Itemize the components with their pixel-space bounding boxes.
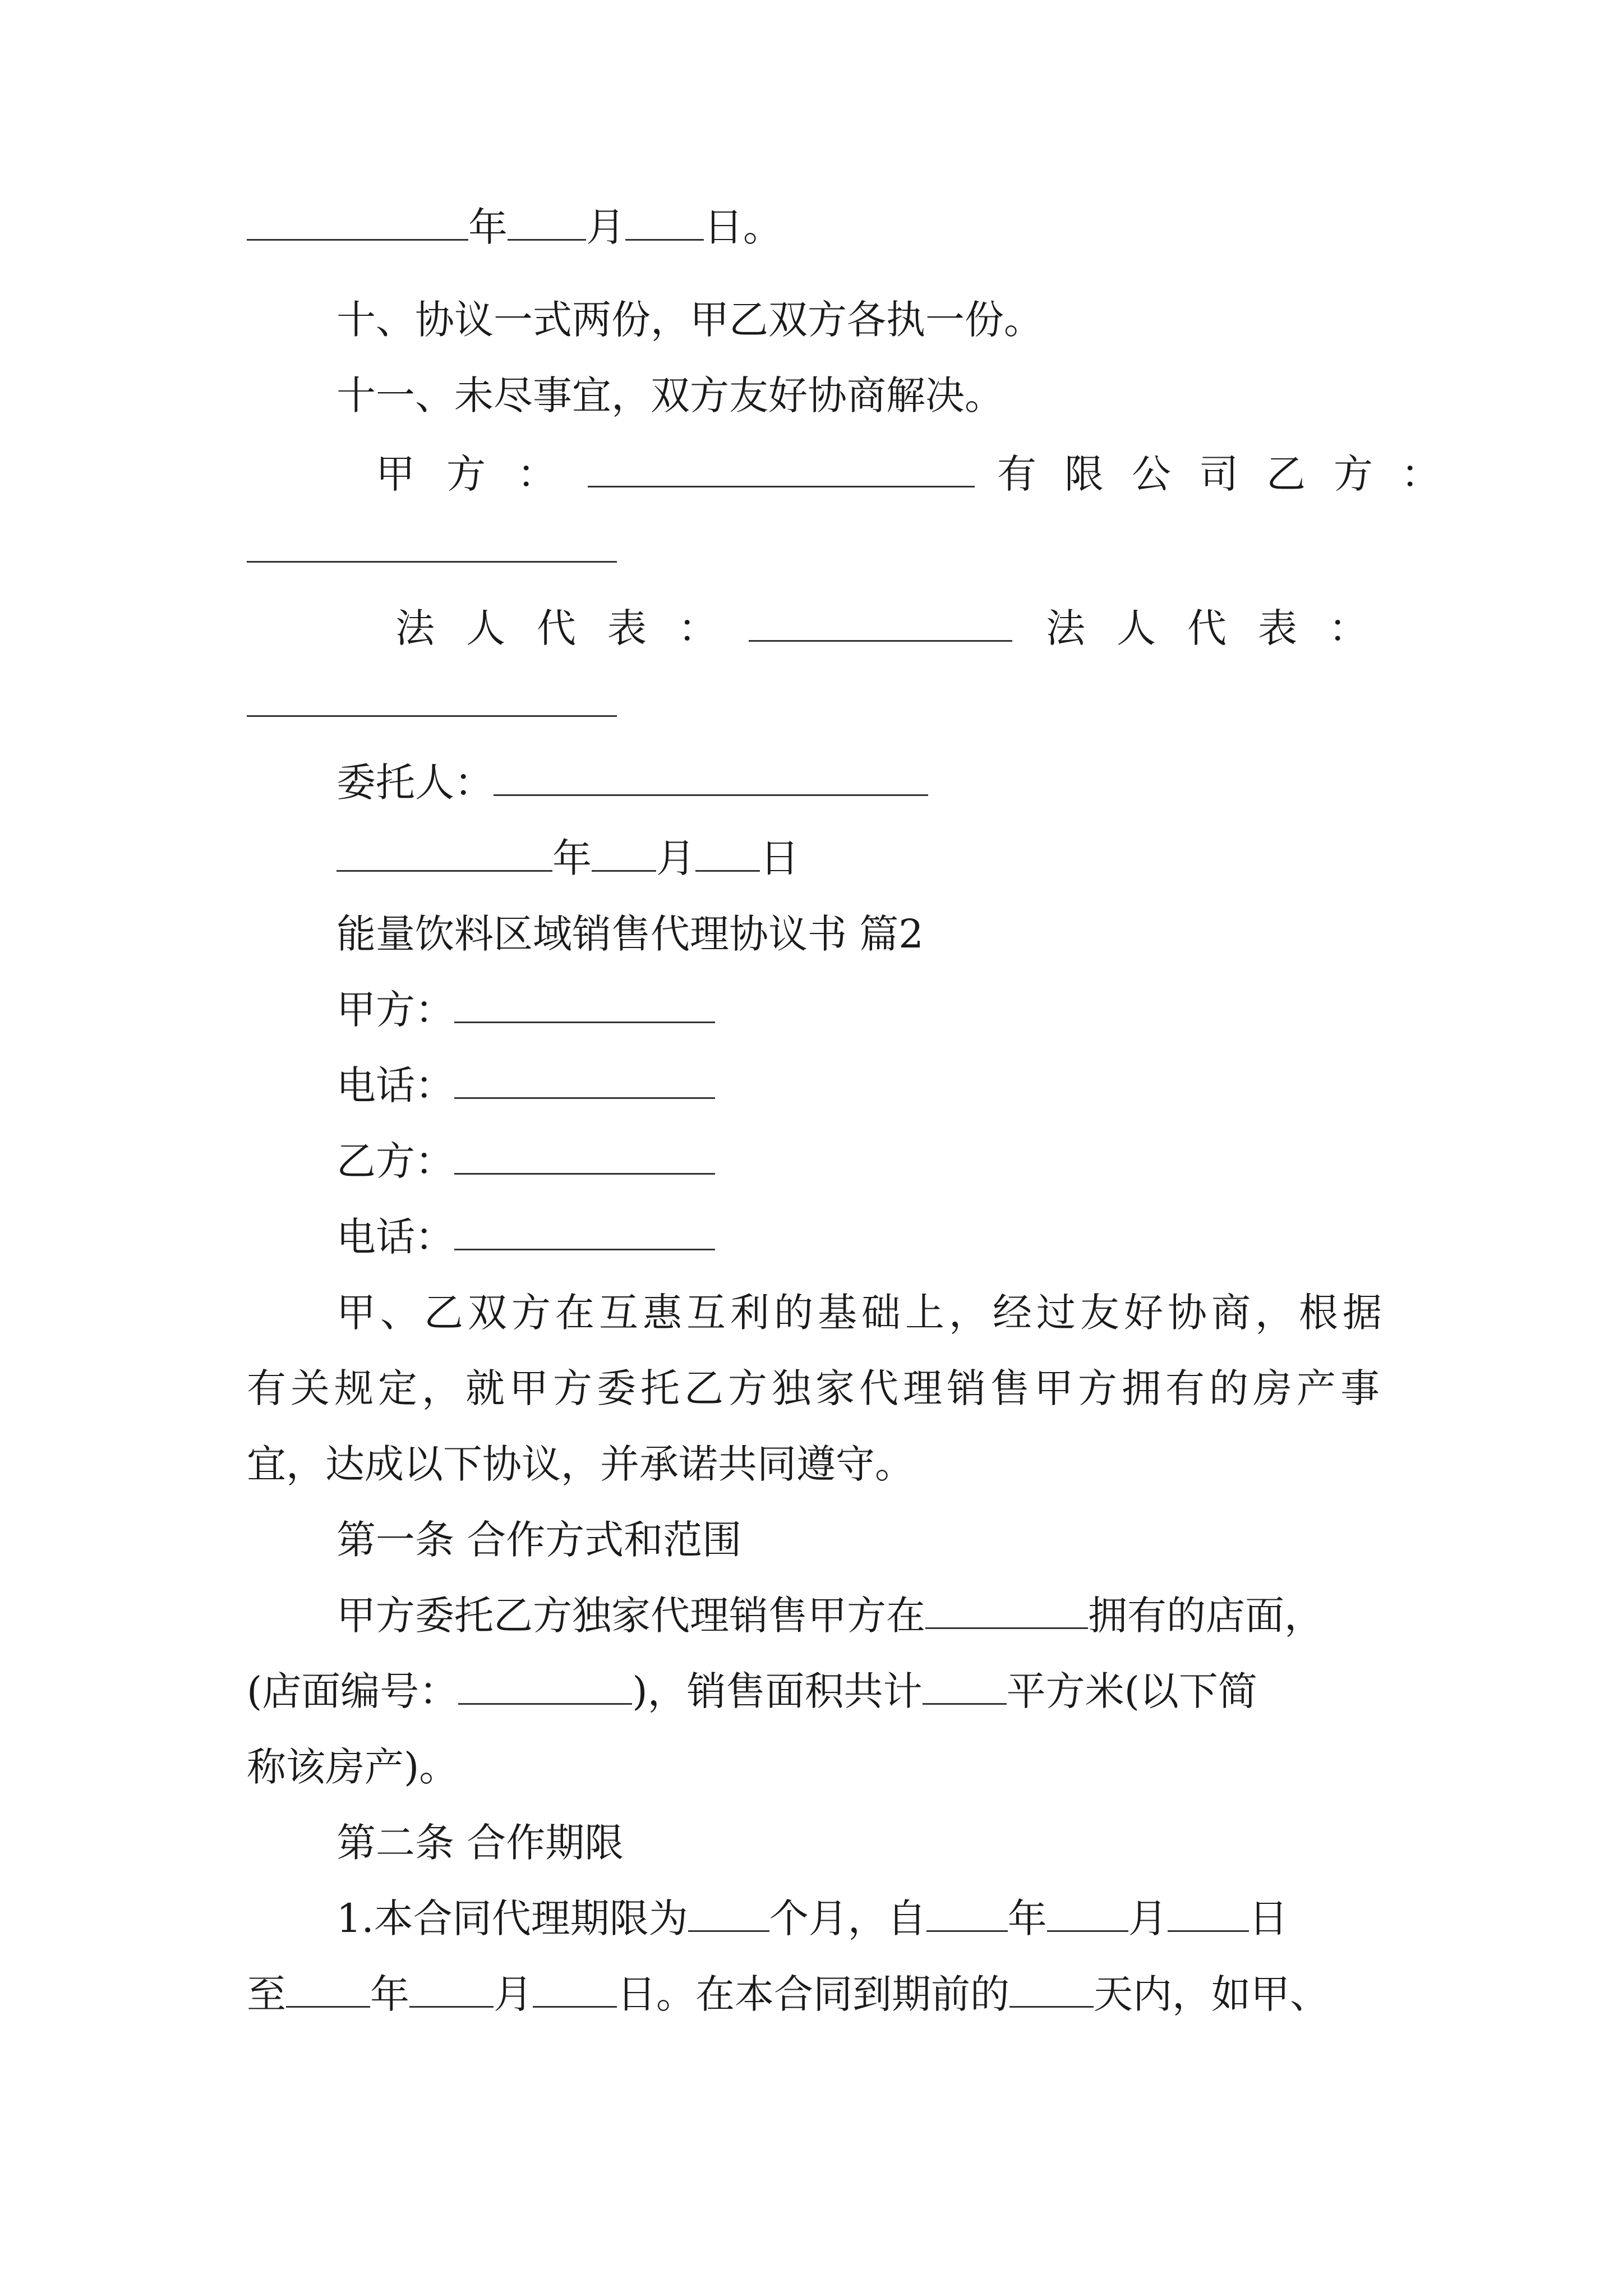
phone-label: 电话： xyxy=(336,1062,454,1108)
paragraph-line xyxy=(336,1893,1288,1944)
company-party-b-label: 有限公司乙方： xyxy=(997,451,1468,497)
blank xyxy=(625,204,704,241)
article-heading: 第一条 合作方式和范围 xyxy=(336,1517,742,1563)
paragraph-line: 甲、乙双方在互惠互利的基础上，经过友好协商，根据 xyxy=(336,1290,1386,1336)
blank xyxy=(923,1668,1007,1705)
blank xyxy=(695,835,760,872)
text: 年 xyxy=(468,204,508,250)
party-a-label: 甲方： xyxy=(336,987,454,1033)
blank xyxy=(588,451,975,487)
paragraph-line: 称该房产)。 xyxy=(247,1744,459,1790)
party-b-field xyxy=(336,1136,715,1186)
text: )，销售面积共计 xyxy=(632,1668,923,1714)
paragraph-line xyxy=(247,1969,1329,2019)
blank xyxy=(749,605,1012,642)
phone-a-field xyxy=(336,1060,715,1111)
phone-label: 电话： xyxy=(336,1214,454,1260)
text: 年 xyxy=(1007,1895,1047,1941)
text: 年 xyxy=(370,1971,409,2017)
party-a-field xyxy=(336,984,715,1035)
text: 天内，如甲、 xyxy=(1094,1971,1329,2017)
paragraph-line xyxy=(336,1590,1324,1641)
paragraph-line xyxy=(247,1666,1257,1717)
blank xyxy=(454,1138,715,1175)
text: 日 xyxy=(1248,1895,1288,1941)
text: 月 xyxy=(1128,1895,1168,1941)
party-a-label: 甲方： xyxy=(376,451,588,497)
blank xyxy=(926,1895,1008,1932)
date-line-1 xyxy=(247,202,782,252)
clause-10: 十、协议一式两份，甲乙双方各执一份。 xyxy=(336,297,1043,343)
party-b-label: 乙方： xyxy=(336,1138,454,1184)
blank xyxy=(454,1214,715,1250)
blank xyxy=(925,1593,1088,1629)
blank xyxy=(494,760,928,796)
blank xyxy=(1047,1895,1128,1932)
blank xyxy=(409,1971,494,2008)
blank xyxy=(1009,1971,1094,2008)
text: 1.本合同代理期限为 xyxy=(336,1895,688,1941)
text: (店面编号： xyxy=(247,1668,459,1714)
signature-parties-line xyxy=(376,449,1468,499)
paragraph-line: 有关规定，就甲方委托乙方独家代理销售甲方拥有的房产事 xyxy=(247,1365,1384,1411)
legal-rep-line xyxy=(395,603,1399,654)
blank xyxy=(533,1971,617,2008)
blank xyxy=(454,987,715,1023)
date-line-2 xyxy=(336,833,799,884)
paragraph-line: 宜，达成以下协议，并承诺共同遵守。 xyxy=(247,1441,914,1487)
blank xyxy=(688,1895,769,1932)
blank xyxy=(286,1971,370,2008)
blank xyxy=(454,1062,715,1099)
text: 日。 xyxy=(704,204,782,250)
text: 日。在本合同到期前的 xyxy=(617,1971,1009,2017)
text: 至 xyxy=(247,1971,286,2017)
blank-rule xyxy=(247,561,617,563)
legal-rep-a-label: 法人代表： xyxy=(395,605,749,651)
blank xyxy=(458,1668,632,1705)
blank xyxy=(592,835,656,872)
blank xyxy=(1168,1895,1249,1932)
text: 月 xyxy=(494,1971,533,2017)
text: 年 xyxy=(552,835,592,881)
blank-rule xyxy=(247,715,617,717)
text: 日 xyxy=(760,835,799,881)
agent-label: 委托人： xyxy=(336,760,494,806)
text: 个月，自 xyxy=(769,1895,926,1941)
phone-b-field xyxy=(336,1212,715,1262)
clause-11: 十一、未尽事宜，双方友好协商解决。 xyxy=(336,372,1004,418)
agent-line xyxy=(336,757,928,808)
text: 月 xyxy=(656,835,695,881)
blank xyxy=(336,835,552,872)
text: 平方米(以下简 xyxy=(1006,1668,1257,1714)
text: 拥有的店面， xyxy=(1088,1593,1324,1639)
text: 月 xyxy=(586,204,625,250)
blank xyxy=(508,204,586,241)
blank xyxy=(247,204,468,241)
article-heading: 第二条 合作期限 xyxy=(336,1820,624,1866)
text: 甲方委托乙方独家代理销售甲方在 xyxy=(336,1593,925,1639)
section-title: 能量饮料区域销售代理协议书 篇2 xyxy=(336,911,924,957)
legal-rep-b-label: 法人代表： xyxy=(1046,605,1399,651)
